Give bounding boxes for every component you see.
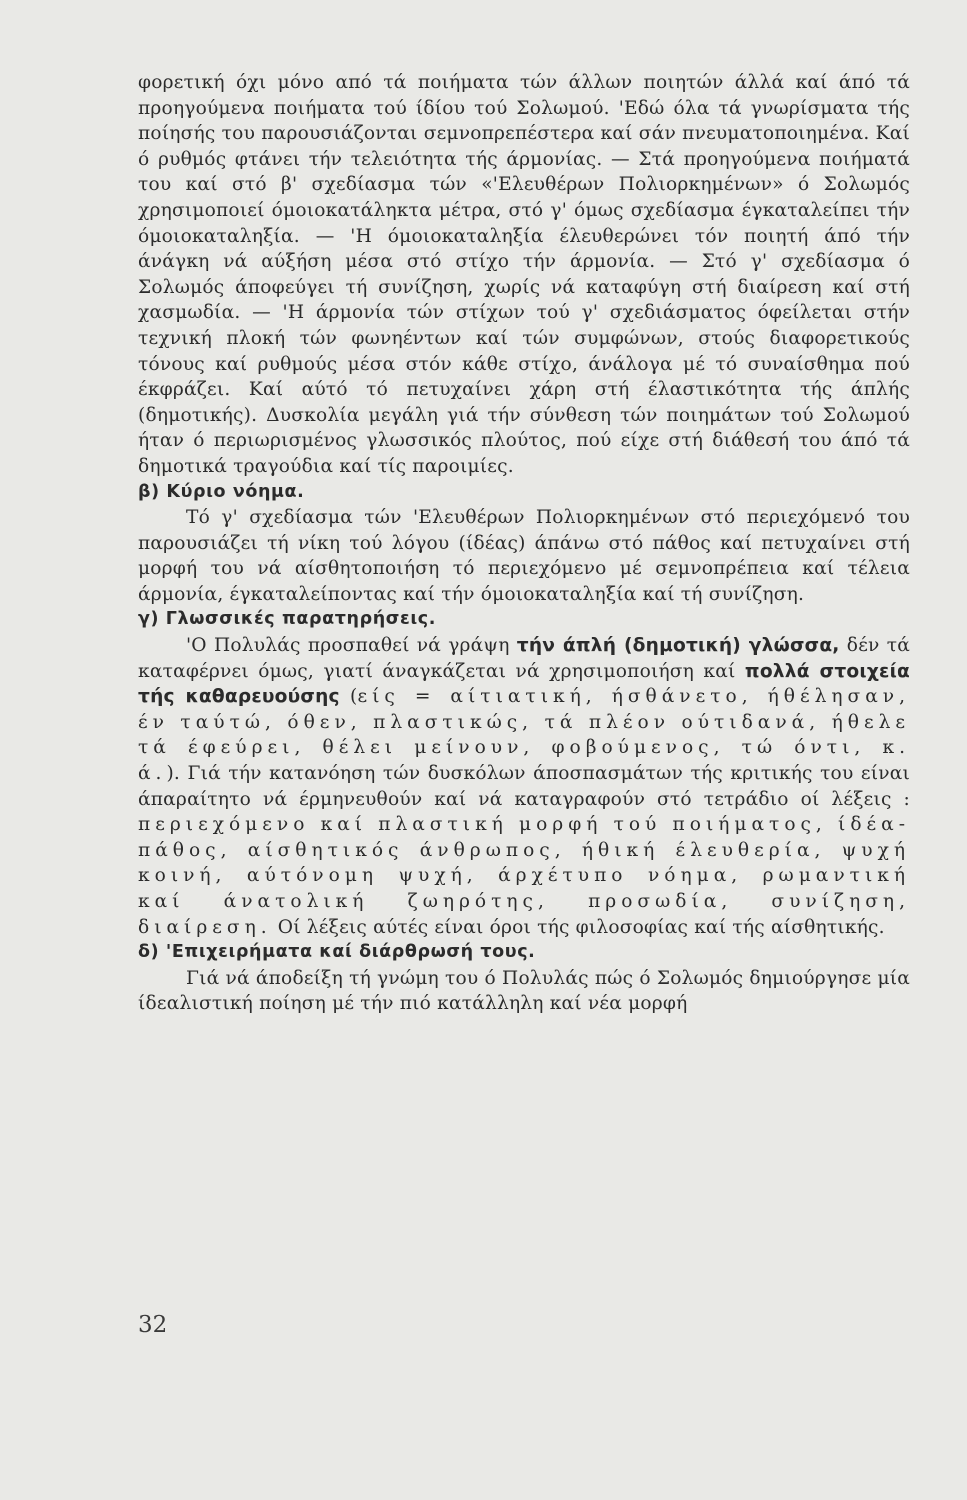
heading-glossikes-paratiriseis: γ) Γλωσσικές παρατηρήσεις. <box>138 609 437 630</box>
text-block <box>138 70 910 1017</box>
page-number: 32 <box>138 1312 168 1338</box>
paragraph-4: Γιά νά άποδείξη τή γνώμη του ό Πολυλάς πώς ό Σολωμός δημιούργησε μία ίδεαλιστική ποίηση μέ τήν πιό κατάλληλη καί νέα μορφή <box>138 967 910 1015</box>
paragraph-3 <box>138 633 910 940</box>
p3-text-2: δέν τά καταφέρνει όμως, γιατί άναγκάζεται νά χρησιμοποιήση καί <box>138 635 910 682</box>
p3-text-5: Οί λέξεις αύτές είναι όροι τής φιλοσοφίας καί τής αίσθητικής. <box>277 916 885 938</box>
p3-text-1: 'Ο Πολυλάς προσπαθεί νά γράψη <box>186 635 510 657</box>
p3-text-3: ( <box>349 686 358 708</box>
p3-spaced-1: είς = αίτιατική, ήσθάνετο, ήθέλησαν, έν ταύτώ, όθεν, πλαστικώς, τά πλέον ούτιδανά, ήθελε τά έφεύρει, θέλει μείνουν, φοβούμενος, τώ όντι, κ. ά. <box>138 686 910 785</box>
paragraph-1: φορετική όχι μόνο από τά ποιήματα τών άλλων ποιητών άλλά καί άπό τά προηγούμενα ποιήματα τού ίδίου τού Σολωμού. 'Εδώ όλα τά γνωρίσματα τής ποίησής του παρουσιάζονται σεμνοπρεπέστερα καί σάν πνευματοποιημένα. Καί ό ρυθμός φτάνει τήν τελειότητα τής άρμονίας. — Στά προηγούμενα ποιήματά του καί στό β' σχεδίασμα τών «'Ελευθέρων Πολιορκημένων» ό Σολωμός χρησιμοποιεί όμοιοκατάληκτα μέτρα, στό γ' όμως σχεδίασμα έγκαταλείπει τήν όμοιοκαταληξία. — 'Η όμοιοκαταληξία έλευθερώνει τόν ποιητή άπό τήν άνάγκη νά αύξήση μέσα στό στίχο τήν άρμονία. — Στό γ' σχεδίασμα ό Σολωμός άποφεύγει τή συνίζηση, χωρίς νά καταφύγη στή διαίρεση καί στή χασμωδία. — 'Η άρμονία τών στίχων τού γ' σχεδιάσματος όφείλεται στήν τεχνική πλοκή τών φωνηέντων καί τών συμφώνων, στούς διαφορετικούς τόνους καί ρυθμούς μέσα στόν κάθε στίχο, άνάλογα μέ τό συναίσθημα πού έκφράζει. Καί αύτό τό πετυχαίνει χάρη στή έλαστικότητα τής άπλής (δημοτικής). Δυσκολία μεγάλη γιά τήν σύνθεση τών ποιημάτων τού Σολωμού ήταν ό περιωρισμένος γλωσσικός πλούτος, πού είχε στή διάθεσή του άπό τά δημοτικά τραγούδια καί τίς παροιμίες. <box>138 72 910 477</box>
p3-text-4: ). Γιά τήν κατανόηση τών δυσκόλων άποσπασμάτων τής κριτικής του είναι άπαραίτητο νά έρμηνευθούν καί νά καταγραφούν στό τετράδιο οί λέξεις : <box>138 763 910 810</box>
paragraph-2: Τό γ' σχεδίασμα τών 'Ελευθέρων Πολιορκημένων στό περιεχόμενό του παρουσιάζει τή νίκη τού λόγου (ίδέας) άπάνω στό πάθος καί πετυχαίνει στή μορφή του νά αίσθητοποιήση τό περιεχόμενο μέ σεμνοπρέπεια καί τέλεια άρμονία, έγκαταλείποντας καί τήν όμοιοκαταληξία καί τή συνίζηση. <box>138 507 910 605</box>
p3-bold-1: τήν άπλή (δημοτική) γλώσσα, <box>516 635 840 657</box>
heading-epixeirimata: δ) 'Επιχειρήματα καί διάρθρωσή τους. <box>138 942 536 963</box>
p3-bold-2: πολλά στοιχεία τής καθαρευούσης <box>138 660 910 708</box>
p3-spaced-2: περιεχόμενο καί πλαστική μορφή τού ποιήματος, ίδέα-πάθος, αίσθητικός άνθρωπος, ήθική έλευθερία, ψυχή κοινή, αύτόνομη ψυχή, άρχέτυπο νόημα, ρωμαντική καί άνατολική ζωηρότης, προσωδία, συνίζηση, διαίρεση. <box>138 814 910 938</box>
heading-kyrio-noima: β) Κύριο νόημα. <box>138 481 305 502</box>
